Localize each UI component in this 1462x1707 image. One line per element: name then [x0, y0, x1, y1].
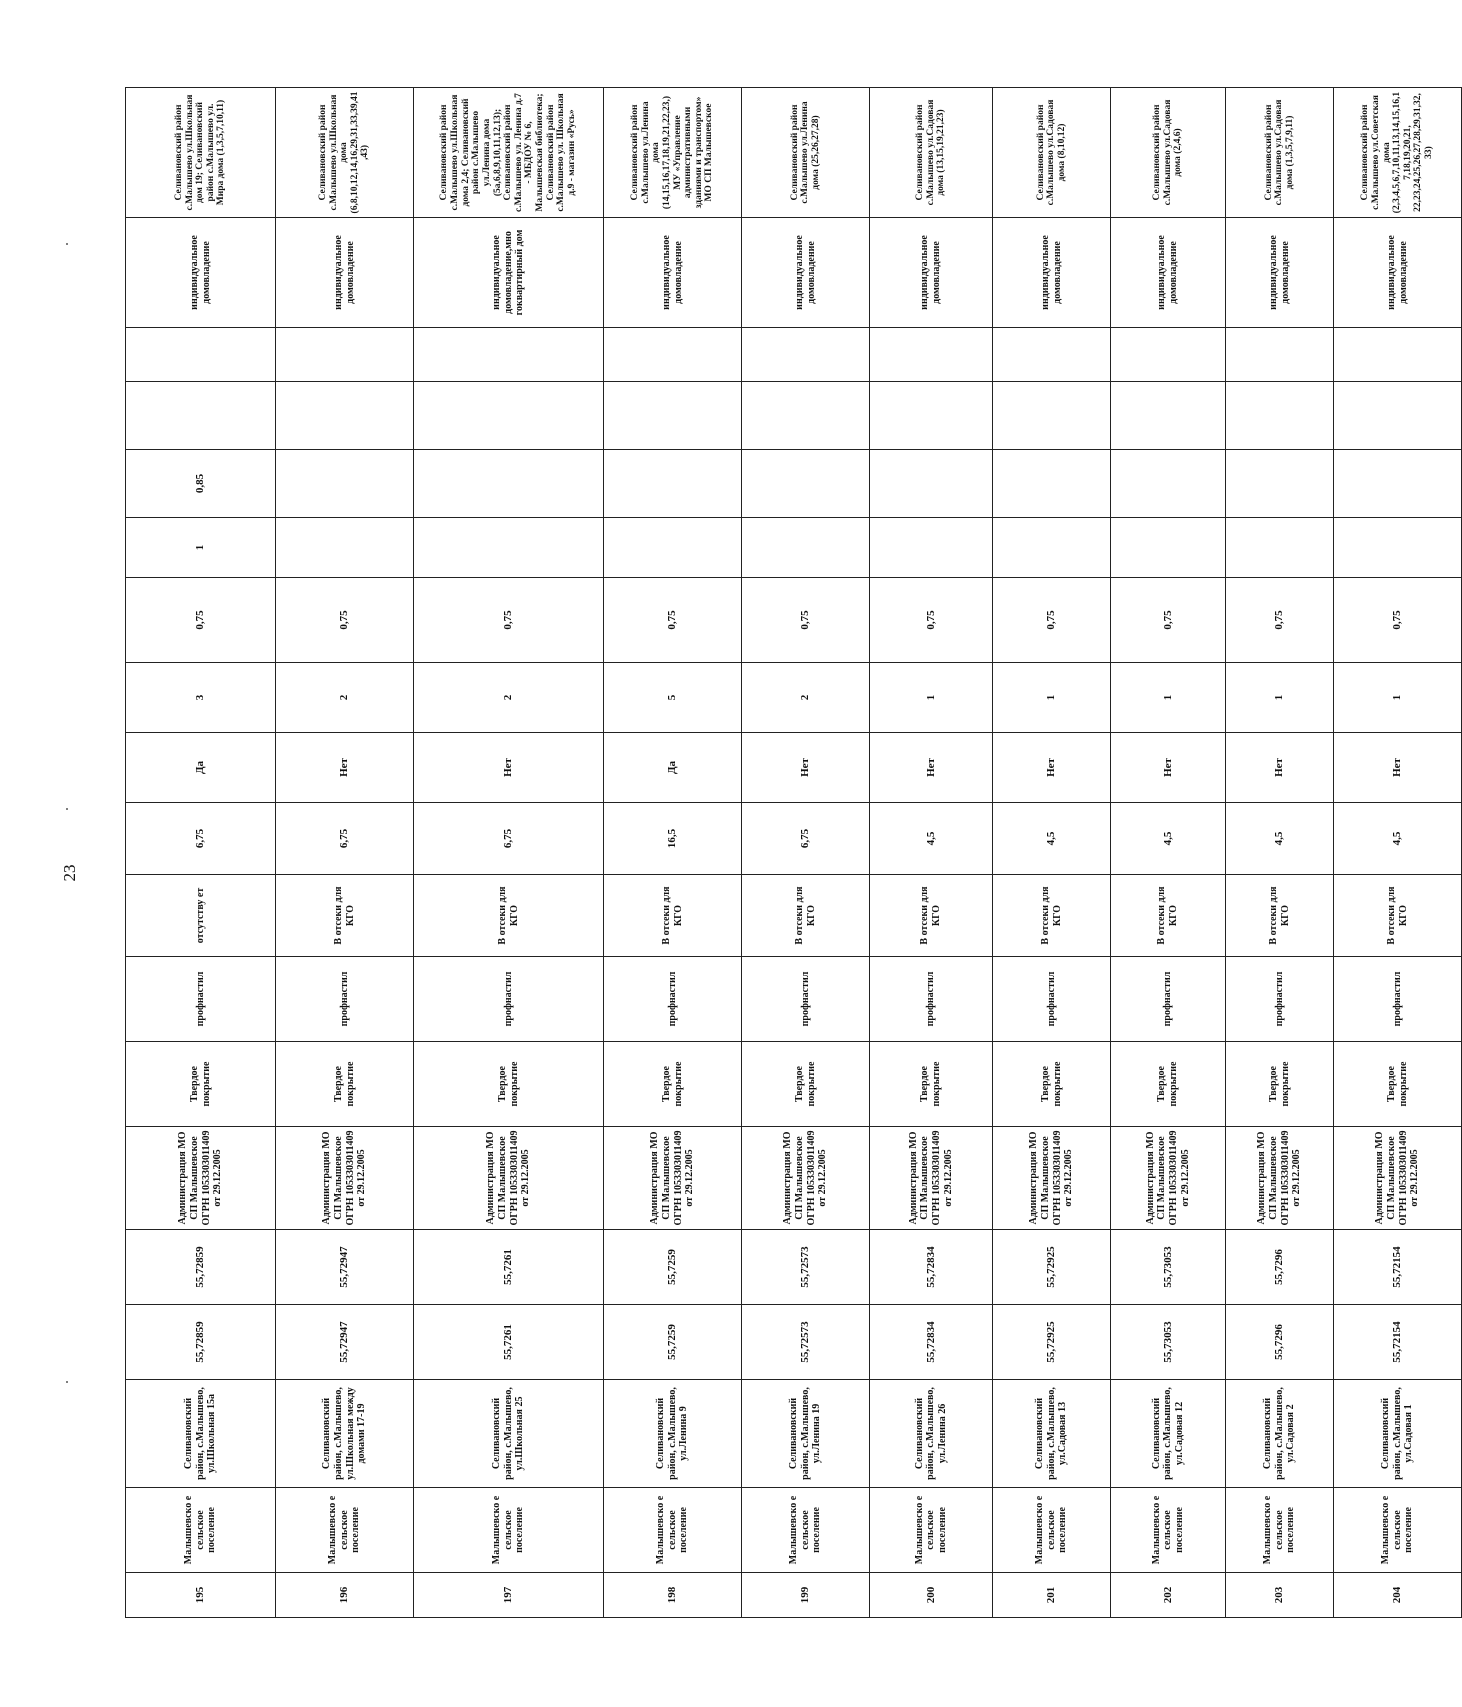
owner-cell: Администрация МО СП Малышевское ОГРН 1053303011409 от 29.12.2005 [414, 1127, 604, 1230]
waste-sources-cell: Селивановский район с.Малышево ул.Школьная дом 19; Селивановский район с.Малышево ул. Мира дома (1,3,5,7,10,11) [126, 88, 276, 218]
table-row [1334, 88, 1462, 1618]
container-count-cell: 1 [1226, 663, 1334, 733]
row-number-cell: 195 [126, 1573, 276, 1618]
owner-cell: Администрация МО СП Малышевское ОГРН 1053303011409 от 29.12.2005 [276, 1127, 414, 1230]
planned-volume-cell [742, 328, 870, 382]
waste-sources-cell: Селивановский район с.Малышево ул.Ленина дома (25,26,27,28) [742, 88, 870, 218]
waste-source-type-cell: индивидуальное домовладение [993, 218, 1111, 328]
extra-volume-cell [604, 450, 742, 518]
fence-cell: профнастил [604, 957, 742, 1042]
extra-volume-cell [1226, 450, 1334, 518]
bulky-waste-compartment-cell: В отсеки для КГО [742, 875, 870, 957]
bulky-waste-compartment-cell: В отсеки для КГО [870, 875, 993, 957]
area-cell: 6,75 [276, 803, 414, 875]
location-cell: Селивановский район, с.Малышево, ул.Садовая 13 [993, 1380, 1111, 1488]
container-volume-cell: 0,75 [126, 578, 276, 663]
waste-sources-cell: Селивановский район с.Малышево ул.Садовая дома (8,10,12) [993, 88, 1111, 218]
container-volume-cell: 0,75 [414, 578, 604, 663]
table-row [414, 88, 604, 1618]
area-cell: 4,5 [870, 803, 993, 875]
planned-volume-cell [604, 328, 742, 382]
planned-count-cell [414, 382, 604, 450]
area-cell: 4,5 [1226, 803, 1334, 875]
planned-count-cell [604, 382, 742, 450]
waste-source-type-cell: индивидуальное домовладение [126, 218, 276, 328]
planned-volume-cell [276, 328, 414, 382]
planned-count-cell [1334, 382, 1462, 450]
container-count-cell: 1 [1111, 663, 1226, 733]
longitude-cell: 55,72925 [993, 1230, 1111, 1305]
owner-cell: Администрация МО СП Малышевское ОГРН 1053303011409 от 29.12.2005 [126, 1127, 276, 1230]
longitude-cell: 55,7296 [1226, 1230, 1334, 1305]
location-cell: Селивановский район, с.Малышево, ул.Школьная 15а [126, 1380, 276, 1488]
location-cell: Селивановский район, с.Малышево, ул.Ленина 26 [870, 1380, 993, 1488]
location-cell: Селивановский район, с.Малышево, ул.Садовая 2 [1226, 1380, 1334, 1488]
owner-cell: Администрация МО СП Малышевское ОГРН 1053303011409 от 29.12.2005 [742, 1127, 870, 1230]
owner-cell: Администрация МО СП Малышевское ОГРН 1053303011409 от 29.12.2005 [604, 1127, 742, 1230]
area-cell: 6,75 [126, 803, 276, 875]
waste-sources-cell: Селивановский район с.Малышево ул.Школьная дома 2,4; Селивановский район с.Малышево ул.Ленина дома (5а,6,8,9,10,11,12,13); Селивановский район с.Малышево ул. Ленина д.7 - МБДОУ № 6, Малышевская библиотека; Селивановский район с.Малышево ул. Школьная д.9 - магазин «Русь» [414, 88, 604, 218]
extra-volume-cell [870, 450, 993, 518]
planned-count-cell [1226, 382, 1334, 450]
extra-count-cell [993, 518, 1111, 578]
extra-volume-cell [276, 450, 414, 518]
municipality-cell: Малышевско е сельское поселение [604, 1488, 742, 1573]
location-cell: Селивановский район, с.Малышево, ул.Садовая 12 [1111, 1380, 1226, 1488]
waste-sources-cell: Селивановский район с.Малышево ул.Советская дома (2,3,4,5,6,7,10,11,13,14,15,16,17,18,19,20,21, 22,23,24,25,26,27,28,29,31,32,33) [1334, 88, 1462, 218]
extra-volume-cell [1111, 450, 1226, 518]
page-number: 23 [60, 864, 79, 882]
row-number-cell: 201 [993, 1573, 1111, 1618]
bulky-waste-compartment-cell: В отсеки для КГО [1111, 875, 1226, 957]
extra-count-cell [1226, 518, 1334, 578]
planned-volume-cell [1226, 328, 1334, 382]
row-number-cell: 199 [742, 1573, 870, 1618]
table-row [993, 88, 1111, 1618]
roof-cell: Нет [1111, 733, 1226, 803]
planned-volume-cell [126, 328, 276, 382]
container-count-cell: 5 [604, 663, 742, 733]
area-cell: 4,5 [993, 803, 1111, 875]
bulky-waste-compartment-cell: отсутству ет [126, 875, 276, 957]
latitude-cell: 55,72573 [742, 1305, 870, 1380]
bulky-waste-compartment-cell: В отсеки для КГО [414, 875, 604, 957]
waste-sources-cell: Селивановский район с.Малышево ул.Садовая дома (1,3,5,7,9,11) [1226, 88, 1334, 218]
owner-cell: Администрация МО СП Малышевское ОГРН 1053303011409 от 29.12.2005 [993, 1127, 1111, 1230]
planned-count-cell [993, 382, 1111, 450]
planned-volume-cell [414, 328, 604, 382]
fence-cell: профнастил [742, 957, 870, 1042]
latitude-cell: 55,73053 [1111, 1305, 1226, 1380]
row-number-cell: 202 [1111, 1573, 1226, 1618]
bulky-waste-compartment-cell: В отсеки для КГО [276, 875, 414, 957]
municipality-cell: Малышевско е сельское поселение [414, 1488, 604, 1573]
waste-source-type-cell: индивидуальное домовладение,мно гоквартирный дом [414, 218, 604, 328]
table-body [126, 88, 1462, 1618]
container-volume-cell: 0,75 [604, 578, 742, 663]
longitude-cell: 55,72834 [870, 1230, 993, 1305]
container-count-cell: 2 [742, 663, 870, 733]
bulky-waste-compartment-cell: В отсеки для КГО [604, 875, 742, 957]
fence-cell: профнастил [870, 957, 993, 1042]
location-cell: Селивановский район, с.Малышево, ул.Школьная между домами 17-19 [276, 1380, 414, 1488]
fence-cell: профнастил [126, 957, 276, 1042]
container-volume-cell: 0,75 [1111, 578, 1226, 663]
waste-sources-cell: Селивановский район с.Малышево ул.Садовая дома (2,4,6) [1111, 88, 1226, 218]
table-row [1111, 88, 1226, 1618]
extra-count-cell [414, 518, 604, 578]
waste-source-type-cell: индивидуальное домовладение [1334, 218, 1462, 328]
owner-cell: Администрация МО СП Малышевское ОГРН 1053303011409 от 29.12.2005 [1111, 1127, 1226, 1230]
latitude-cell: 55,7261 [414, 1305, 604, 1380]
longitude-cell: 55,72573 [742, 1230, 870, 1305]
rotated-table-frame [125, 88, 1435, 1618]
extra-volume-cell [993, 450, 1111, 518]
table-row [1226, 88, 1334, 1618]
table-row [126, 88, 276, 1618]
extra-volume-cell [414, 450, 604, 518]
container-count-cell: 1 [993, 663, 1111, 733]
latitude-cell: 55,72859 [126, 1305, 276, 1380]
row-number-cell: 197 [414, 1573, 604, 1618]
surface-cell: Твердое покрытие [604, 1042, 742, 1127]
surface-cell: Твердое покрытие [870, 1042, 993, 1127]
location-cell: Селивановский район, с.Малышево, ул.Школьная 25 [414, 1380, 604, 1488]
container-volume-cell: 0,75 [993, 578, 1111, 663]
bulky-waste-compartment-cell: В отсеки для КГО [1334, 875, 1462, 957]
fence-cell: профнастил [1111, 957, 1226, 1042]
container-volume-cell: 0,75 [1334, 578, 1462, 663]
extra-count-cell [276, 518, 414, 578]
longitude-cell: 55,7259 [604, 1230, 742, 1305]
bulky-waste-compartment-cell: В отсеки для КГО [993, 875, 1111, 957]
latitude-cell: 55,7259 [604, 1305, 742, 1380]
scan-dot [66, 243, 68, 245]
table-container [125, 88, 1435, 1618]
extra-count-cell [742, 518, 870, 578]
fence-cell: профнастил [276, 957, 414, 1042]
latitude-cell: 55,7296 [1226, 1305, 1334, 1380]
municipality-cell: Малышевско е сельское поселение [742, 1488, 870, 1573]
extra-volume-cell [742, 450, 870, 518]
surface-cell: Твердое покрытие [276, 1042, 414, 1127]
extra-volume-cell: 0,85 [126, 450, 276, 518]
roof-cell: Нет [1334, 733, 1462, 803]
container-count-cell: 3 [126, 663, 276, 733]
row-number-cell: 203 [1226, 1573, 1334, 1618]
latitude-cell: 55,72925 [993, 1305, 1111, 1380]
fence-cell: профнастил [1334, 957, 1462, 1042]
municipality-cell: Малышевско е сельское поселение [276, 1488, 414, 1573]
surface-cell: Твердое покрытие [126, 1042, 276, 1127]
latitude-cell: 55,72947 [276, 1305, 414, 1380]
planned-count-cell [742, 382, 870, 450]
surface-cell: Твердое покрытие [1334, 1042, 1462, 1127]
container-volume-cell: 0,75 [870, 578, 993, 663]
row-number-cell: 200 [870, 1573, 993, 1618]
waste-source-type-cell: индивидуальное домовладение [276, 218, 414, 328]
area-cell: 4,5 [1111, 803, 1226, 875]
longitude-cell: 55,73053 [1111, 1230, 1226, 1305]
waste-sources-cell: Селивановский район с.Малышево ул.Садовая дома (13,15,19,21,23) [870, 88, 993, 218]
roof-cell: Нет [1226, 733, 1334, 803]
planned-volume-cell [1334, 328, 1462, 382]
planned-volume-cell [1111, 328, 1226, 382]
municipality-cell: Малышевско е сельское поселение [126, 1488, 276, 1573]
planned-volume-cell [993, 328, 1111, 382]
planned-count-cell [1111, 382, 1226, 450]
container-count-cell: 1 [1334, 663, 1462, 733]
area-cell: 4,5 [1334, 803, 1462, 875]
waste-source-type-cell: индивидуальное домовладение [870, 218, 993, 328]
owner-cell: Администрация МО СП Малышевское ОГРН 1053303011409 от 29.12.2005 [1226, 1127, 1334, 1230]
area-cell: 6,75 [742, 803, 870, 875]
municipality-cell: Малышевско е сельское поселение [1111, 1488, 1226, 1573]
fence-cell: профнастил [414, 957, 604, 1042]
row-number-cell: 204 [1334, 1573, 1462, 1618]
table-row [604, 88, 742, 1618]
owner-cell: Администрация МО СП Малышевское ОГРН 1053303011409 от 29.12.2005 [870, 1127, 993, 1230]
roof-cell: Да [604, 733, 742, 803]
waste-source-type-cell: индивидуальное домовладение [604, 218, 742, 328]
waste-source-type-cell: индивидуальное домовладение [742, 218, 870, 328]
roof-cell: Нет [742, 733, 870, 803]
surface-cell: Твердое покрытие [993, 1042, 1111, 1127]
roof-cell: Нет [870, 733, 993, 803]
planned-count-cell [126, 382, 276, 450]
extra-count-cell: 1 [126, 518, 276, 578]
planned-count-cell [276, 382, 414, 450]
roof-cell: Нет [993, 733, 1111, 803]
extra-count-cell [1111, 518, 1226, 578]
location-cell: Селивановский район, с.Малышево, ул.Садовая 1 [1334, 1380, 1462, 1488]
surface-cell: Твердое покрытие [742, 1042, 870, 1127]
container-volume-cell: 0,75 [276, 578, 414, 663]
roof-cell: Нет [414, 733, 604, 803]
location-cell: Селивановский район, с.Малышево, ул.Ленина 19 [742, 1380, 870, 1488]
row-number-cell: 196 [276, 1573, 414, 1618]
extra-count-cell [604, 518, 742, 578]
container-count-cell: 2 [276, 663, 414, 733]
container-sites-table [125, 87, 1462, 1618]
surface-cell: Твердое покрытие [1226, 1042, 1334, 1127]
planned-volume-cell [870, 328, 993, 382]
roof-cell: Нет [276, 733, 414, 803]
municipality-cell: Малышевско е сельское поселение [993, 1488, 1111, 1573]
scan-dot [66, 1381, 68, 1383]
table-row [742, 88, 870, 1618]
surface-cell: Твердое покрытие [414, 1042, 604, 1127]
scan-dot [66, 808, 68, 810]
container-count-cell: 2 [414, 663, 604, 733]
bulky-waste-compartment-cell: В отсеки для КГО [1226, 875, 1334, 957]
longitude-cell: 55,72154 [1334, 1230, 1462, 1305]
municipality-cell: Малышевско е сельское поселение [1334, 1488, 1462, 1573]
fence-cell: профнастил [1226, 957, 1334, 1042]
surface-cell: Твердое покрытие [1111, 1042, 1226, 1127]
container-volume-cell: 0,75 [742, 578, 870, 663]
location-cell: Селивановский район, с.Малышево, ул.Ленина 9 [604, 1380, 742, 1488]
waste-source-type-cell: индивидуальное домовладение [1111, 218, 1226, 328]
area-cell: 16,5 [604, 803, 742, 875]
waste-sources-cell: Селивановский район с.Малышево ул.Ленина дома (14,15,16,17,18,19,21,22,23,) МУ «Управление административными зданиями и транспортом» МО СП Малышевское [604, 88, 742, 218]
municipality-cell: Малышевско е сельское поселение [1226, 1488, 1334, 1573]
latitude-cell: 55,72154 [1334, 1305, 1462, 1380]
table-row [276, 88, 414, 1618]
container-count-cell: 1 [870, 663, 993, 733]
container-volume-cell: 0,75 [1226, 578, 1334, 663]
planned-count-cell [870, 382, 993, 450]
roof-cell: Да [126, 733, 276, 803]
waste-source-type-cell: индивидуальное домовладение [1226, 218, 1334, 328]
latitude-cell: 55,72834 [870, 1305, 993, 1380]
waste-sources-cell: Селивановский район с.Малышево ул.Школьная дома (6,8,10,12,14,16,29,31,33,39,41,43) [276, 88, 414, 218]
area-cell: 6,75 [414, 803, 604, 875]
longitude-cell: 55,72859 [126, 1230, 276, 1305]
longitude-cell: 55,7261 [414, 1230, 604, 1305]
extra-volume-cell [1334, 450, 1462, 518]
municipality-cell: Малышевско е сельское поселение [870, 1488, 993, 1573]
longitude-cell: 55,72947 [276, 1230, 414, 1305]
extra-count-cell [870, 518, 993, 578]
fence-cell: профнастил [993, 957, 1111, 1042]
owner-cell: Администрация МО СП Малышевское ОГРН 1053303011409 от 29.12.2005 [1334, 1127, 1462, 1230]
row-number-cell: 198 [604, 1573, 742, 1618]
extra-count-cell [1334, 518, 1462, 578]
table-row [870, 88, 993, 1618]
